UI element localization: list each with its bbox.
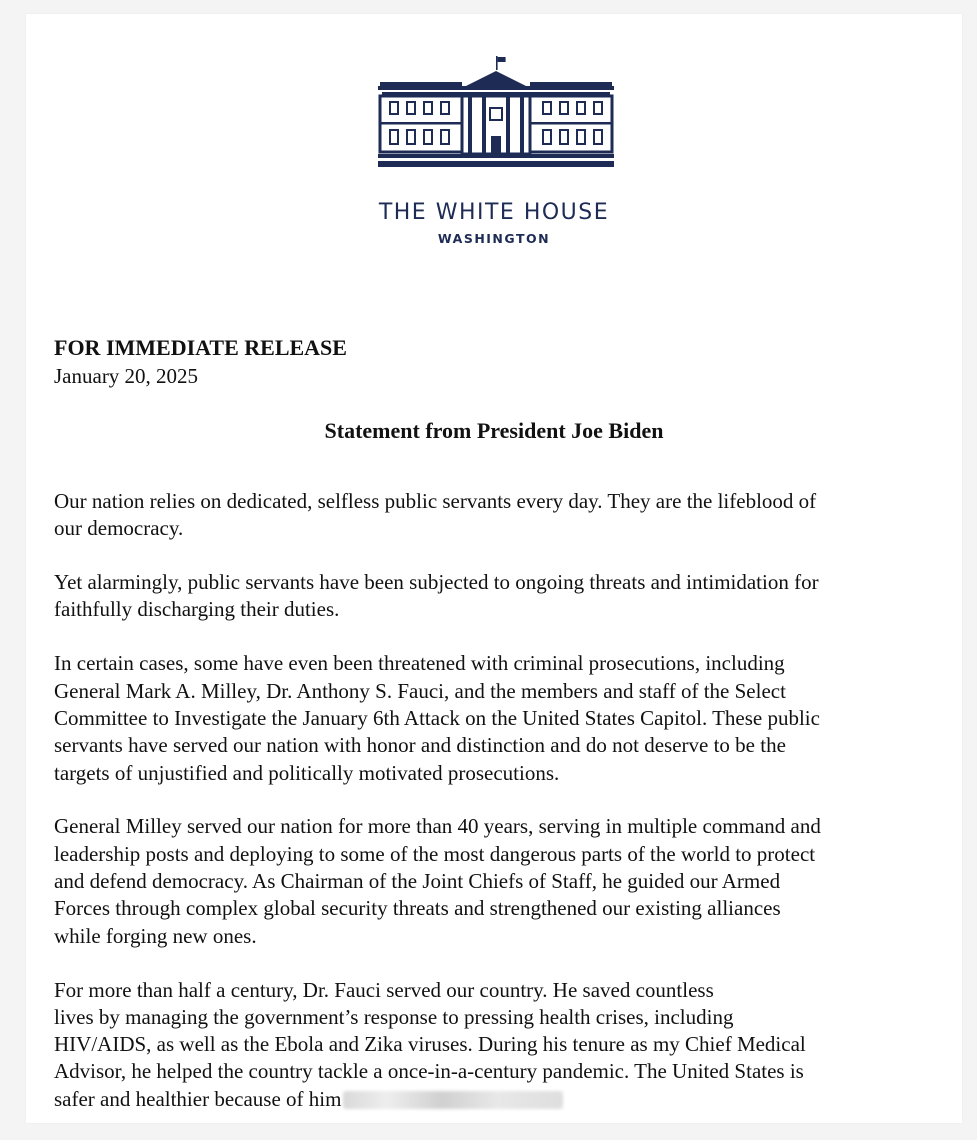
text-line: while forging new ones. xyxy=(54,923,257,948)
text-line: Forces through complex global security threats and strengthened our existing alliances xyxy=(54,896,781,921)
paragraph xyxy=(54,650,954,786)
text-line: lives by managing the government’s response to pressing health crises, including xyxy=(54,1004,734,1029)
text-line: General Mark A. Milley, Dr. Anthony S. Fauci, and the members and staff of the Select xyxy=(54,678,786,703)
statement-heading: Statement from President Joe Biden xyxy=(324,418,664,443)
text-line: HIV/AIDS, as well as the Ebola and Zika viruses. During his tenure as my Chief Medical xyxy=(54,1032,806,1057)
text-line: Committee to Investigate the January 6th Attack on the United States Capitol. These public xyxy=(54,705,820,730)
text-line: Advisor, he helped the country tackle a once-in-a-century pandemic. The United States is xyxy=(54,1059,804,1084)
text-line: Our nation relies on dedicated, selfless public servants every day. They are the lifeblood of xyxy=(54,489,817,513)
letterhead-title: THE WHITE HOUSE xyxy=(378,200,610,225)
text-line: servants have served our nation with honor and distinction and do not deserve to be the xyxy=(54,733,786,758)
white-house-building-icon xyxy=(378,56,614,168)
text-line: In certain cases, some have even been threatened with criminal prosecutions, including xyxy=(54,651,785,676)
document-page xyxy=(26,14,962,1123)
text-line: leadership posts and deploying to some of the most dangerous parts of the world to protect xyxy=(54,841,816,866)
paragraph xyxy=(54,813,954,949)
paragraph xyxy=(54,488,954,543)
text-line: faithfully discharging their duties. xyxy=(54,597,340,622)
text-line: General Milley served our nation for more than 40 years, serving in multiple command and xyxy=(54,814,821,839)
statement-body xyxy=(54,488,954,1140)
text-line: targets of unjustified and politically motivated prosecutions. xyxy=(54,760,560,785)
watermark-blur xyxy=(343,1091,563,1109)
text-line: our democracy. xyxy=(54,516,184,541)
text-line: For more than half a century, Dr. Fauci served our country. He saved countless xyxy=(54,977,714,1002)
release-label: FOR IMMEDIATE RELEASE xyxy=(54,335,347,360)
text-line: Yet alarmingly, public servants have been subjected to ongoing threats and intimidation for xyxy=(54,570,819,595)
text-line: and defend democracy. As Chairman of the Joint Chiefs of Staff, he guided our Armed xyxy=(54,869,781,894)
paragraph xyxy=(54,977,954,1113)
release-date: January 20, 2025 xyxy=(54,364,199,388)
text-line-last xyxy=(54,1086,954,1113)
text-fragment: safer and healthier because of him xyxy=(54,1086,342,1111)
paragraph xyxy=(54,569,954,624)
letterhead-subtitle: WASHINGTON xyxy=(437,231,551,246)
